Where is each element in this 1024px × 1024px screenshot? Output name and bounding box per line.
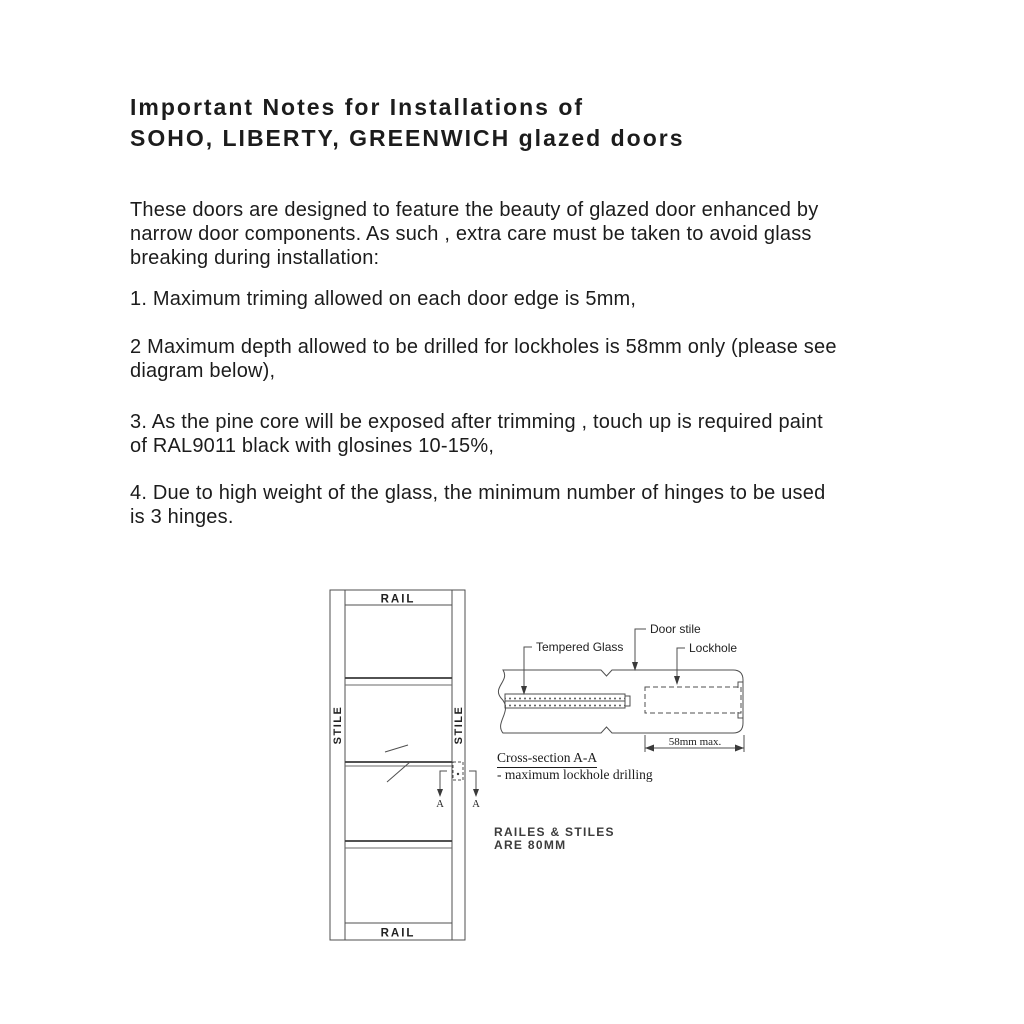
footnote-line-2: ARE 80MM	[494, 837, 567, 852]
note-3	[130, 410, 823, 458]
door-outer-frame	[330, 590, 465, 940]
rails-stiles-note	[494, 826, 615, 851]
lockhole-label: Lockhole	[689, 641, 738, 655]
note-line: 1. Maximum triming allowed on each door edge is 5mm,	[130, 288, 637, 310]
dimension-label: 58mm max.	[668, 736, 722, 748]
tempered-glass-leader	[521, 647, 532, 695]
arrow-down-icon	[674, 676, 680, 685]
mid-rail-2	[345, 762, 452, 766]
lockhole-marker	[453, 762, 463, 780]
door-stile-leader	[632, 629, 646, 671]
intro-line: breaking during installation:	[130, 247, 380, 269]
note-line: 3. As the pine core will be exposed after trimming , touch up is required paint	[130, 411, 823, 433]
note-line: of RAL9011 black with glosines 10-15%,	[130, 435, 495, 457]
intro-line: narrow door components. As such , extra care must be taken to avoid glass	[130, 223, 812, 245]
title-line-2: SOHO, LIBERTY, GREENWICH glazed doors	[130, 125, 685, 151]
arrow-down-icon	[473, 789, 479, 797]
note-line: 2 Maximum depth allowed to be drilled for lockholes is 58mm only (please see	[130, 336, 837, 358]
cross-section-diagram	[488, 618, 768, 763]
bottom-rail-label: RAIL	[380, 927, 416, 940]
glass-reflection-marks	[385, 745, 410, 782]
note-line: is 3 hinges.	[130, 506, 234, 528]
note-2	[130, 335, 837, 383]
door-stile-label: Door stile	[650, 622, 701, 636]
tempered-glass-label: Tempered Glass	[536, 640, 624, 654]
section-label-a-left: A	[436, 799, 444, 810]
glass-end-cap	[625, 696, 630, 706]
cross-section-subcaption: - maximum lockhole drilling	[497, 767, 653, 782]
note-line: 4. Due to high weight of the glass, the minimum number of hinges to be used	[130, 482, 826, 504]
note-line: diagram below),	[130, 360, 276, 382]
caption-title-text: Cross-section A-A	[497, 750, 597, 768]
left-stile-label: STILE	[332, 705, 344, 745]
right-stile-label: STILE	[453, 705, 465, 745]
section-arrow-left	[437, 771, 447, 797]
note-1	[130, 287, 636, 311]
top-rail-label: RAIL	[380, 593, 416, 606]
section-arrow-right	[469, 771, 479, 797]
lockhole-leader	[674, 648, 685, 685]
lockhole-drilling-outline	[645, 687, 741, 713]
arrow-right-icon	[735, 745, 744, 752]
intro-line: These doors are designed to feature the beauty of glazed door enhanced by	[130, 199, 819, 221]
arrow-left-icon	[645, 745, 654, 752]
arrow-down-icon	[437, 789, 443, 797]
title-line-1: Important Notes for Installations of	[130, 94, 585, 120]
lockhole-center-dot	[457, 773, 459, 775]
footnote-line-1: RAILES & STILES	[494, 825, 615, 839]
document-title	[130, 92, 684, 154]
section-label-a-right: A	[472, 799, 480, 810]
note-4	[130, 481, 825, 529]
mid-rail-3	[345, 841, 452, 848]
door-elevation-diagram	[322, 585, 482, 950]
intro-paragraph	[130, 198, 818, 270]
cross-section-caption	[497, 750, 597, 768]
mid-rail-1	[345, 678, 452, 685]
